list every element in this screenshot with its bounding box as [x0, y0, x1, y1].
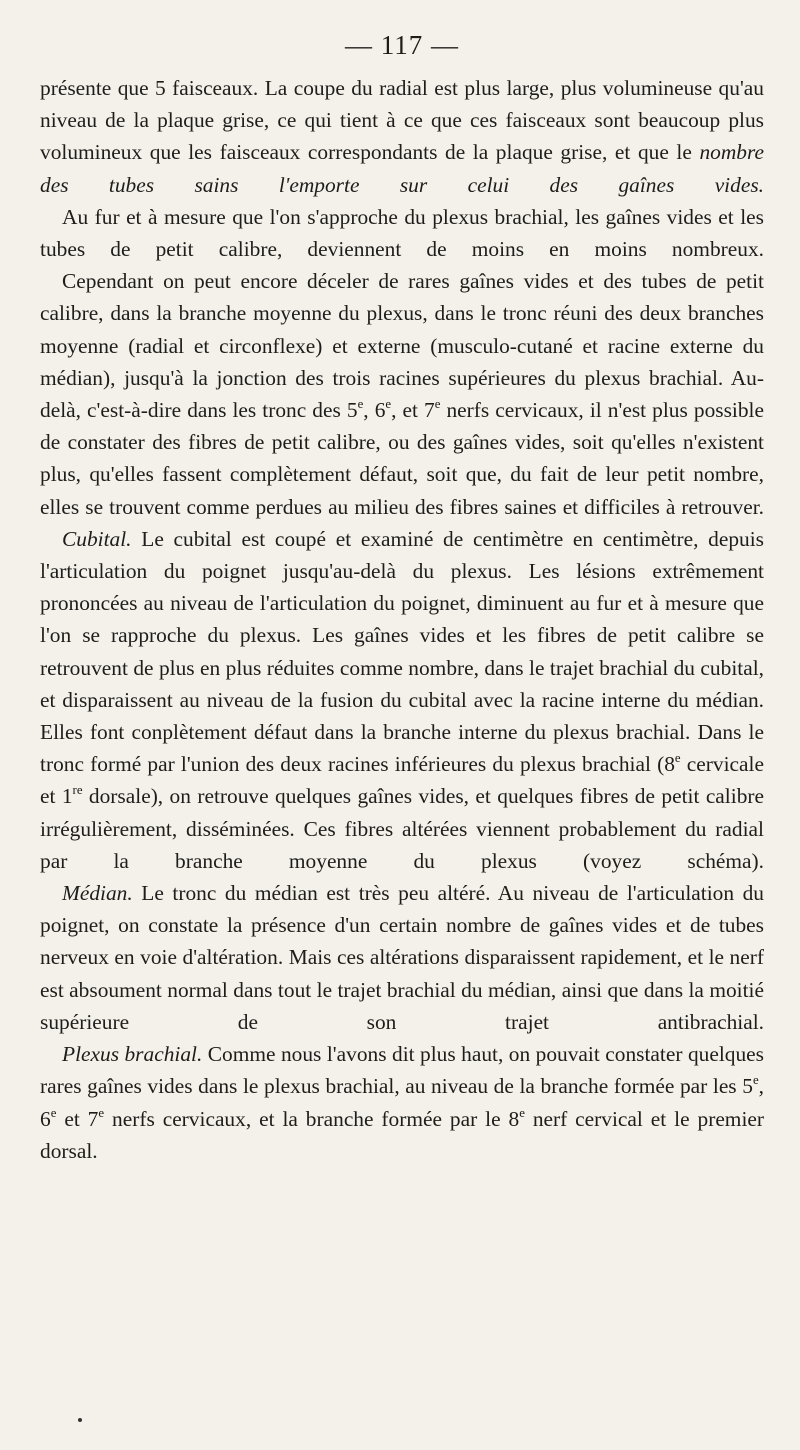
page-number: — 117 —: [345, 30, 459, 60]
body-text: [40, 72, 764, 1167]
paragraph-cubital: Cubital. Le cubital est coupé et examiné de centimètre en centimètre, depuis l'articulation du poignet jusqu'au-delà du plexus. Les lésions extrêmement prononcées au niveau de l'articulation du poignet, diminuent au fur et à mesure que l'on se rapproche du plexus. Les gaînes vides et les fibres de petit calibre se retrouvent de plus en plus réduites comme nombre, dans le trajet brachial du cubital, et disparaissent au niveau de la fusion du cubital avec la racine interne du médian. Elles font conplètement défaut dans la branche interne du plexus brachial. Dans le tronc formé par l'union des deux racines inférieures du plexus brachial (8e cervicale et 1re dorsale), on retrouve quelques gaînes vides, et quelques fibres de petit calibre irrégulièrement, disséminées. Ces fibres altérées viennent probablement du radial par la branche moyenne du plexus (voyez schéma).: [40, 526, 765, 873]
paragraph-3: Cependant on peut encore déceler de rares gaînes vides et des tubes de petit calibre, dans la branche moyenne du plexus, dans le tronc réuni des deux branches moyenne (radial et circonflexe) et externe (musculo-cutané et racine externe du médian), jusqu'à la jonction des trois racines supérieures du plexus brachial. Au-delà, c'est-à-dire dans les tronc des 5e, 6e, et 7e nerfs cervicaux, il n'est plus possible de constater des fibres de petit calibre, ou des gaînes vides, soit qu'elles n'existent plus, qu'elles fassent complètement défaut, soit que, du fait de leur petit nombre, elles se trouvent comme perdues au milieu des fibres saines et difficiles à retrouver.: [40, 269, 764, 519]
section-lead-cubital: Cubital.: [62, 526, 132, 551]
paragraph-2: Au fur et à mesure que l'on s'approche du plexus brachial, les gaînes vides et les tubes de petit calibre, deviennent de moins en moins nombreux.: [40, 204, 764, 262]
paragraph-1: présente que 5 faisceaux. La coupe du radial est plus large, plus volumineuse qu'au niveau de la plaque grise, ce qui tient à ce que ces faisceaux sont beaucoup plus volumineux que les faisceaux correspondants de la plaque grise, et que le nombre des tubes sains l'emporte sur celui des gaînes vides.: [40, 76, 764, 197]
section-lead-plexus: Plexus brachial.: [62, 1042, 203, 1067]
ink-dot: [78, 1418, 82, 1422]
emphasis-text: nombre des tubes sains l'emporte sur celui des gaînes vides.: [40, 140, 764, 197]
paragraph-plexus: Plexus brachial. Comme nous l'avons dit plus haut, on pouvait constater quelques rares gaînes vides dans le plexus brachial, au niveau de la branche formée par les 5e, 6e et 7e nerfs cervicaux, et la branche formée par le 8e nerf cervical et le premier dorsal.: [40, 1042, 765, 1163]
section-lead-median: Médian.: [62, 881, 133, 906]
paragraph-median: Médian. Le tronc du médian est très peu altéré. Au niveau de l'articulation du poignet, on constate la présence d'un certain nombre de gaînes vides et de tubes nerveux en voie d'altération. Mais ces altérations disparaissent rapidement, et le nerf est absoument normal dans tout le trajet brachial du médian, ainsi que dans la moitié supérieure de son trajet antibrachial.: [40, 881, 764, 1034]
